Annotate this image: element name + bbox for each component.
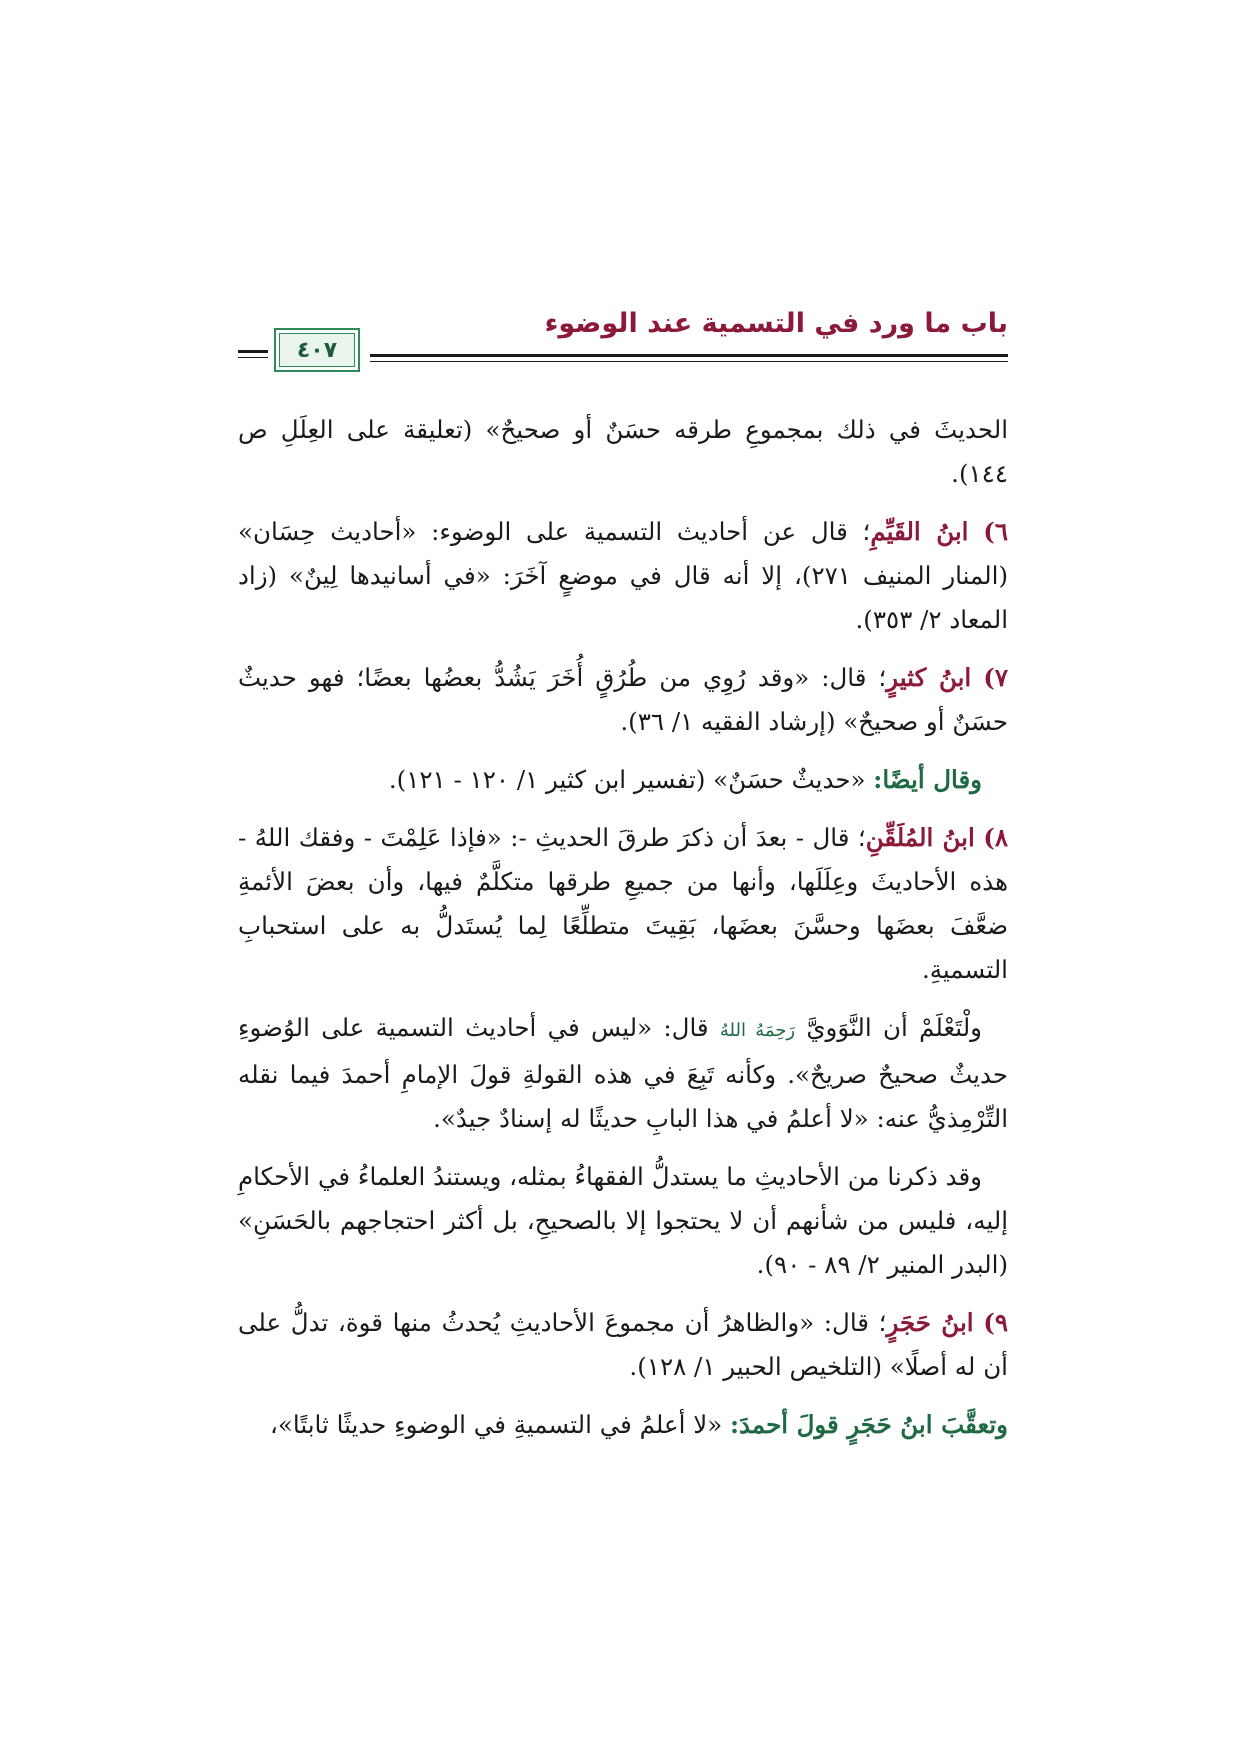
body-text <box>238 408 1008 1461</box>
paragraph-text: «حديثٌ حسَنٌ» (تفسير ابن كثير ١/ ١٢٠ - ١٢١). <box>388 765 874 794</box>
item-number: ٧) <box>983 663 1009 692</box>
paragraph-text: ؛ قال - بعدَ أن ذكرَ طرقَ الحديثِ -: «فإذا عَلِمْتَ - وفقك اللهُ - هذه الأحاديثَ وعِلَلَها، وأنها من جميعِ طرقها متكلَّمٌ فيها، وأن بعضَ الأئمةِ ضعَّفَ بعضَها وحسَّنَ بعضَها، بَقِيتَ متطلِّعًا لِما يُستَدلُّ به على استحبابِ التسميةِ. <box>238 823 1008 984</box>
lead-phrase: وتعقَّبَ ابنُ حَجَرٍ قولَ أحمدَ: <box>730 1410 1008 1439</box>
lead-phrase: وقال أيضًا: <box>873 765 982 794</box>
paragraph-text: وقد ذكرنا من الأحاديثِ ما يستدلُّ الفقهاءُ بمثله، ويستندُ العلماءُ في الأحكامِ إليه، فليس من شأنهم أن لا يحتجوا إلا بالصحيحِ، بل أكثر احتجاجهم بالحَسَنِ» (البدر المنير ٢/ ٨٩ - ٩٠). <box>238 1162 1008 1279</box>
paragraph-continued-quote <box>238 1155 1008 1287</box>
running-head: باب ما ورد في التسمية عند الوضوء <box>544 308 1008 339</box>
paragraph-text: «لا أعلمُ في التسميةِ في الوضوءِ حديثًا ثابتًا»، <box>269 1410 731 1439</box>
page-header <box>238 298 1008 388</box>
paragraph-ibn-hajar-rebuttal <box>238 1403 1008 1447</box>
paragraph-item-9 <box>238 1301 1008 1389</box>
item-number: ٨) <box>983 823 1009 852</box>
paragraph-nawawi <box>238 1006 1008 1141</box>
paragraph-text: الحديثَ في ذلك بمجموعِ طرقه حسَنٌ أو صحيحٌ» (تعليقة على العِلَلِ ص ١٤٤). <box>238 415 1008 488</box>
scholar-name: ابنُ حَجَرٍ <box>886 1308 974 1337</box>
honorific-glyph: رَحِمَهُ اللهُ <box>719 1020 796 1041</box>
paragraph-item-6 <box>238 510 1008 642</box>
page-number-frame <box>274 328 360 372</box>
header-rule-left-thick <box>238 350 268 353</box>
paragraph-text: قال: «ليس في أحاديث التسمية على الوُضوءِ حديثٌ صحيحٌ صريحٌ». وكأنه تَبِعَ في هذه القولةِ قولَ الإمامِ أحمدَ فيما نقله التِّرْمِذيُّ عنه: «لا أعلمُ في هذا البابِ حديثًا له إسنادٌ جيدٌ». <box>238 1013 1008 1133</box>
scholar-name: ابنُ كثيرٍ <box>886 663 972 692</box>
item-number: ٦) <box>983 517 1008 546</box>
scholar-name: ابنُ القَيِّمِ <box>870 517 969 546</box>
paragraph-continuation <box>238 408 1008 496</box>
paragraph-text: ؛ قال عن أحاديث التسمية على الوضوء: «أحاديث حِسَان» (المنار المنيف ٢٧١)، إلا أنه قال في موضعٍ آخَرَ: «في أسانيدها لِينٌ» (زاد المعاد ٢/ ٣٥٣). <box>238 517 1009 634</box>
paragraph-text: ولْتَعْلَمْ أن النَّوَويَّ <box>795 1013 982 1042</box>
paragraph-item-7 <box>238 656 1008 744</box>
paragraph-text: ؛ قال: «والظاهرُ أن مجموعَ الأحاديثِ يُحدثُ منها قوة، تدلُّ على أن له أصلًا» (التلخيص الحبير ١/ ١٢٨). <box>238 1308 1008 1381</box>
header-rule-right-thin <box>370 361 1008 362</box>
scholar-name: ابنُ المُلَقِّنِ <box>865 823 975 852</box>
paragraph-also-said <box>238 758 1008 802</box>
paragraph-item-8 <box>238 816 1008 992</box>
paragraph-text: ؛ قال: «وقد رُوِي من طُرُقٍ أُخَرَ يَشُدُّ بعضُها بعضًا؛ فهو حديثٌ حسَنٌ أو صحيحٌ» (إرشاد الفقيه ١/ ٣٦). <box>238 663 1008 736</box>
header-rule-left-thin <box>238 357 268 358</box>
item-number: ٩) <box>983 1308 1008 1337</box>
page-number: ٤٠٧ <box>296 337 338 363</box>
header-rule-right-thick <box>370 354 1008 357</box>
